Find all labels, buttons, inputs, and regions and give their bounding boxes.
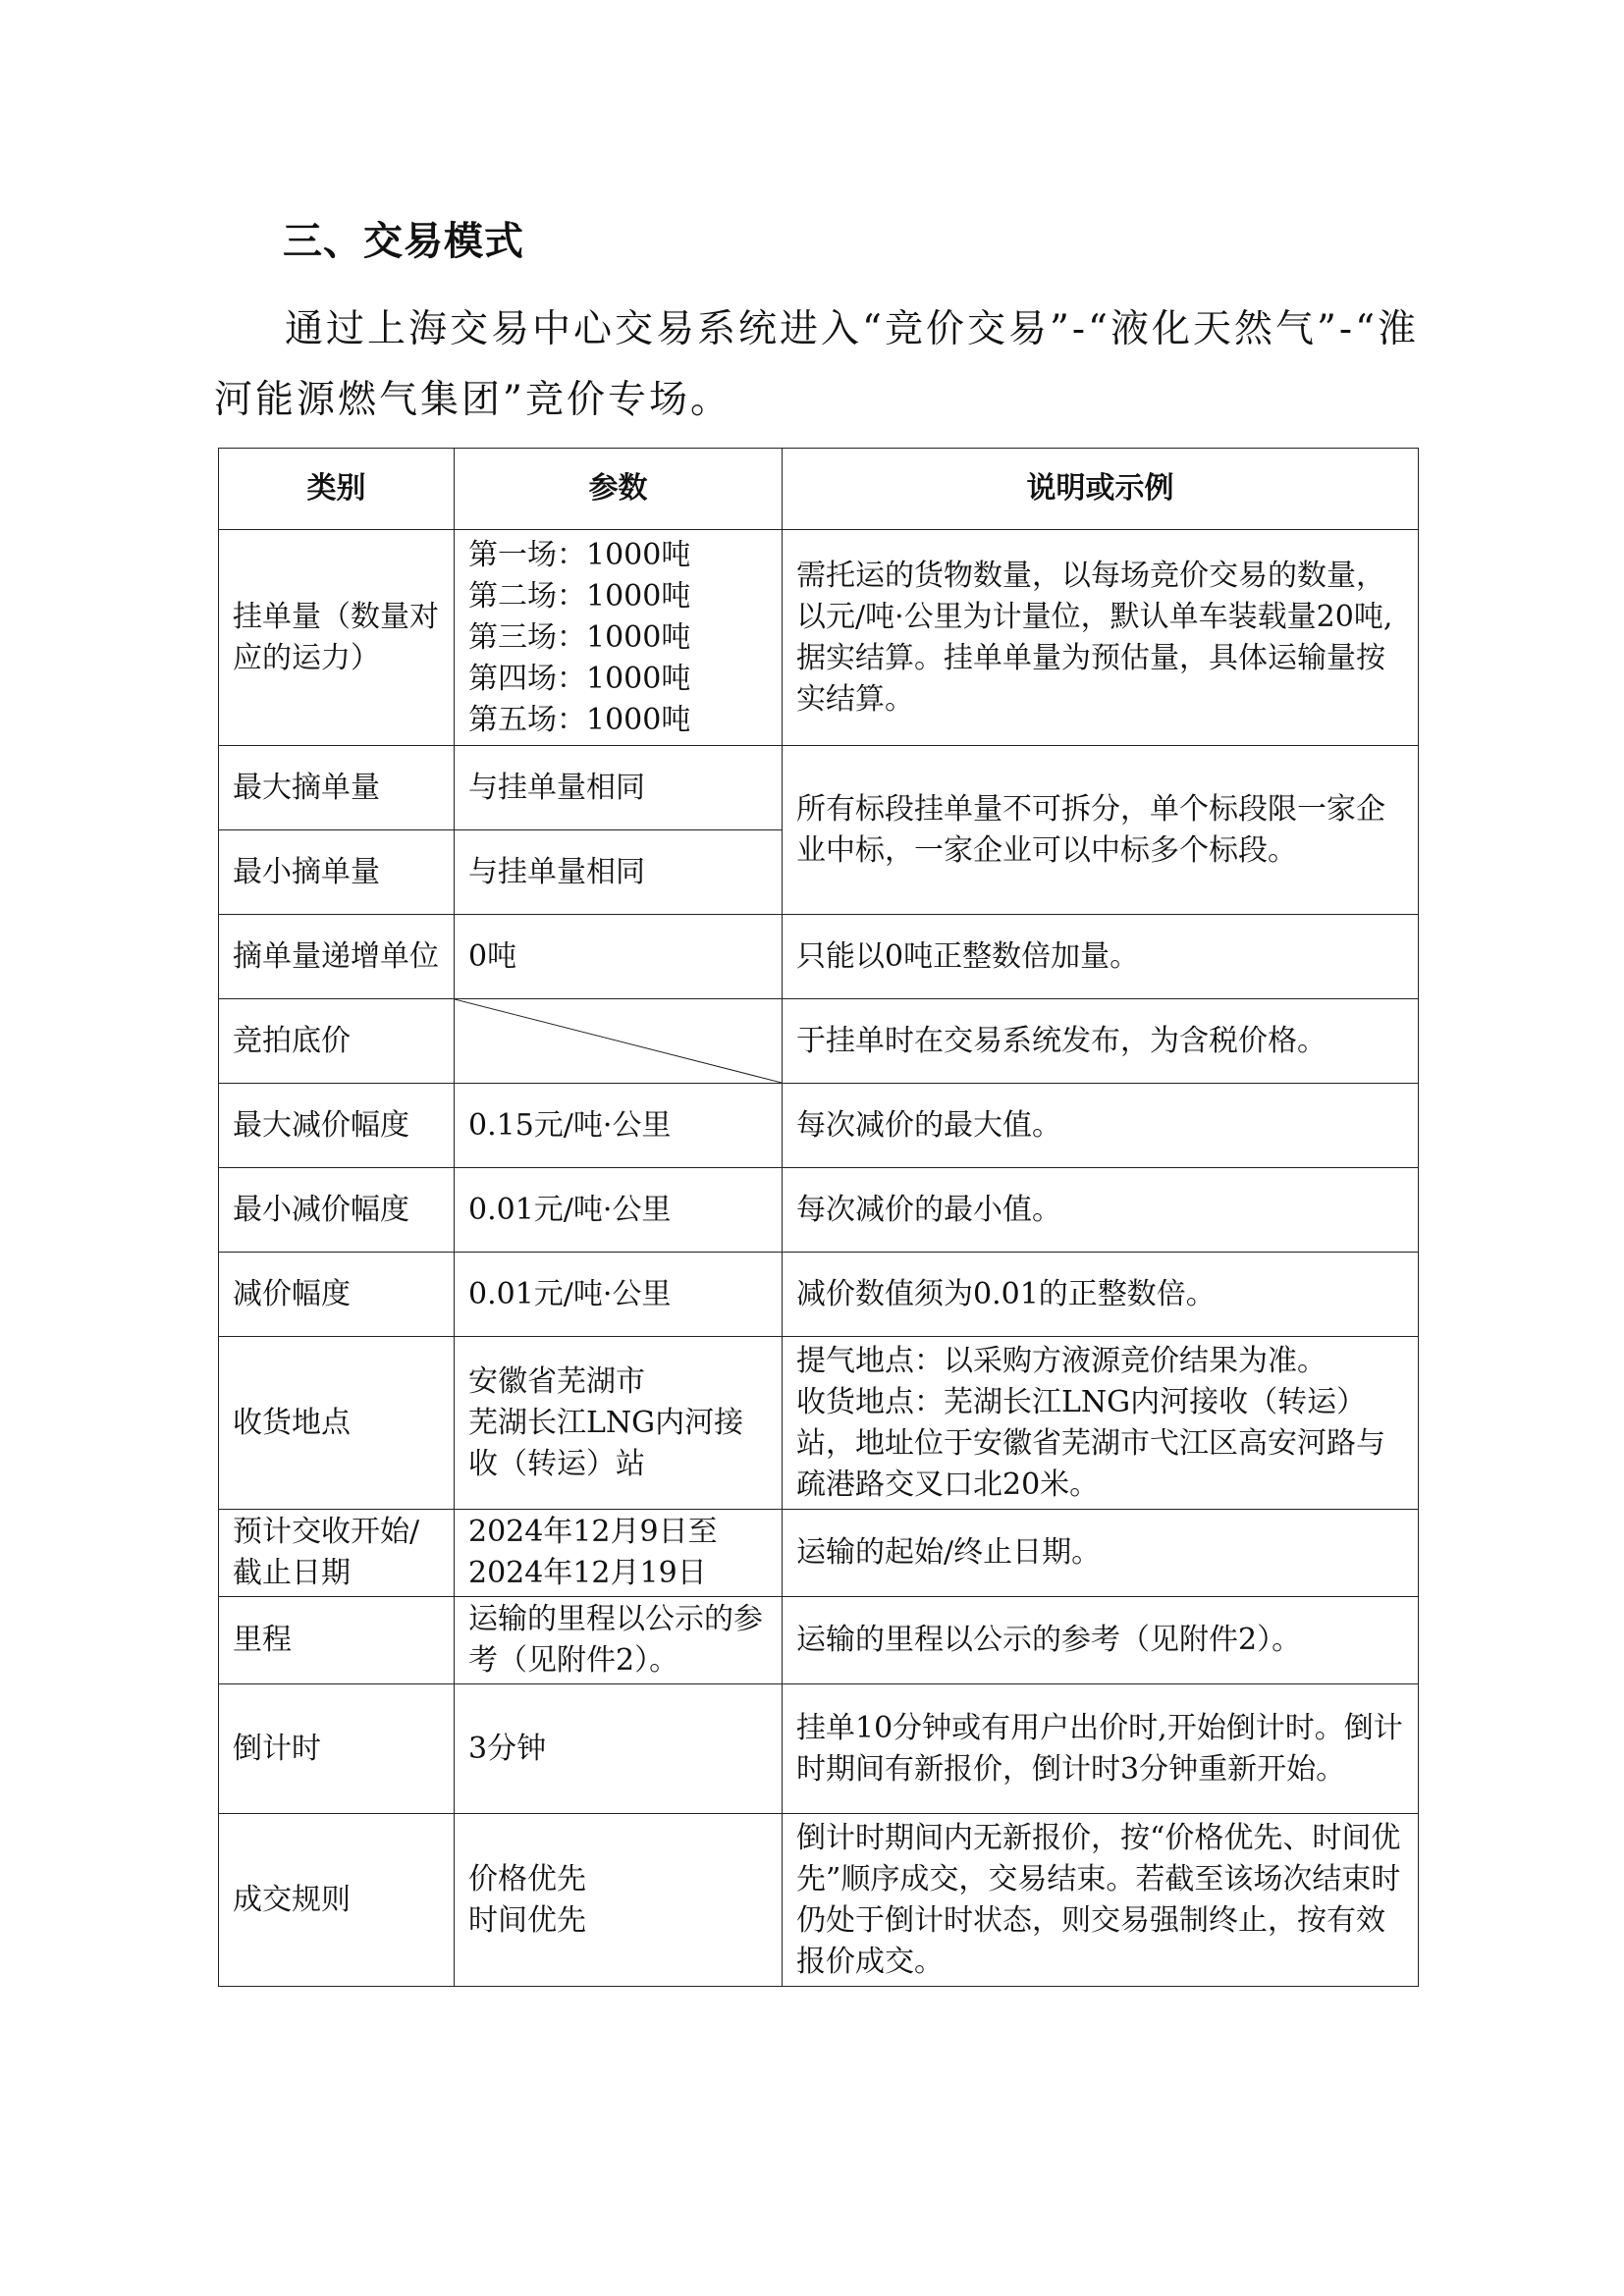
table-row <box>219 1510 1419 1597</box>
row-note: 运输的里程以公示的参考（见附件2）。 <box>783 1597 1419 1684</box>
row-label: 收货地点 <box>219 1337 455 1510</box>
row-param: 与挂单量相同 <box>455 830 783 915</box>
row-label: 里程 <box>219 1597 455 1684</box>
row-note: 挂单10分钟或有用户出价时,开始倒计时。倒计时期间有新报价，倒计时3分钟重新开始。 <box>783 1684 1419 1814</box>
param-line: 第三场：1000吨 <box>468 619 691 655</box>
row-note: 每次减价的最大值。 <box>783 1084 1419 1168</box>
row-param <box>455 530 783 746</box>
row-label: 最大减价幅度 <box>219 1084 455 1168</box>
param-line: 价格优先 <box>468 1861 586 1896</box>
table-row <box>219 530 1419 746</box>
row-label: 最小摘单量 <box>219 830 455 915</box>
row-param: 0.01元/吨·公里 <box>455 1253 783 1337</box>
param-line: 时间优先 <box>468 1902 586 1938</box>
table-row <box>219 1084 1419 1168</box>
row-label: 最大摘单量 <box>219 746 455 830</box>
note-line: 收货地点：芜湖长江LNG内河接收（转运）站，地址位于安徽省芜湖市弋江区高安河路与疏港路交叉口北20米。 <box>796 1384 1385 1502</box>
table-row <box>219 1168 1419 1253</box>
diagonal-strike <box>455 999 782 1083</box>
header-parameter: 参数 <box>455 449 783 530</box>
row-param: 与挂单量相同 <box>455 746 783 830</box>
row-param <box>455 1814 783 1987</box>
row-label: 倒计时 <box>219 1684 455 1814</box>
row-param: 运输的里程以公示的参考（见附件2）。 <box>455 1597 783 1684</box>
row-label: 减价幅度 <box>219 1253 455 1337</box>
param-line: 芜湖长江LNG内河接收（转运）站 <box>468 1405 744 1481</box>
param-line: 2024年12月9日至 <box>468 1515 718 1549</box>
table-row <box>219 1684 1419 1814</box>
table-row <box>219 746 1419 830</box>
row-label: 挂单量（数量对应的运力） <box>219 530 455 746</box>
row-param: 0.01元/吨·公里 <box>455 1168 783 1253</box>
param-line: 第二场：1000吨 <box>468 578 691 614</box>
table-row <box>219 999 1419 1084</box>
row-label: 摘单量递增单位 <box>219 915 455 999</box>
header-description: 说明或示例 <box>783 449 1419 530</box>
row-note: 只能以0吨正整数倍加量。 <box>783 915 1419 999</box>
row-param <box>455 1337 783 1510</box>
param-line: 第四场：1000吨 <box>468 661 691 696</box>
row-label: 最小减价幅度 <box>219 1168 455 1253</box>
row-note: 倒计时期间内无新报价，按“价格优先、时间优先”顺序成交，交易结束。若截至该场次结束时仍处于倒计时状态，则交易强制终止，按有效报价成交。 <box>783 1814 1419 1987</box>
param-line: 第一场：1000吨 <box>468 537 691 572</box>
intro-paragraph: 通过上海交易中心交易系统进入“竞价交易”-“液化天然气”-“淮河能源燃气集团”竞价专场。 <box>214 307 1420 422</box>
row-label: 成交规则 <box>219 1814 455 1987</box>
table-row <box>219 1814 1419 1987</box>
header-category: 类别 <box>219 449 455 530</box>
empty-param-cell <box>455 999 783 1084</box>
row-note: 需托运的货物数量，以每场竞价交易的数量，以元/吨·公里为计量位，默认单车装载量20吨,据实结算。挂单单量为预估量，具体运输量按实结算。 <box>783 530 1419 746</box>
row-param: 0吨 <box>455 915 783 999</box>
row-note: 所有标段挂单量不可拆分，单个标段限一家企业中标，一家企业可以中标多个标段。 <box>783 746 1419 915</box>
row-note: 减价数值须为0.01的正整数倍。 <box>783 1253 1419 1337</box>
table-row <box>219 1337 1419 1510</box>
row-note <box>783 1337 1419 1510</box>
section-title: 三、交易模式 <box>283 219 524 264</box>
table-row <box>219 915 1419 999</box>
row-param <box>455 1510 783 1597</box>
row-label: 竞拍底价 <box>219 999 455 1084</box>
note-line: 提气地点：以采购方液源竞价结果为准。 <box>796 1343 1326 1378</box>
row-note: 每次减价的最小值。 <box>783 1168 1419 1253</box>
row-note: 于挂单时在交易系统发布，为含税价格。 <box>783 999 1419 1084</box>
table-header-row <box>219 449 1419 530</box>
row-param: 0.15元/吨·公里 <box>455 1084 783 1168</box>
row-note: 运输的起始/终止日期。 <box>783 1510 1419 1597</box>
table-row <box>219 1253 1419 1337</box>
param-line: 第五场：1000吨 <box>468 702 691 737</box>
trading-parameters-table <box>218 448 1419 1987</box>
param-line: 2024年12月19日 <box>468 1556 707 1590</box>
row-label: 预计交收开始/截止日期 <box>219 1510 455 1597</box>
table-row <box>219 1597 1419 1684</box>
param-line: 安徽省芜湖市 <box>468 1363 645 1399</box>
row-param: 3分钟 <box>455 1684 783 1814</box>
